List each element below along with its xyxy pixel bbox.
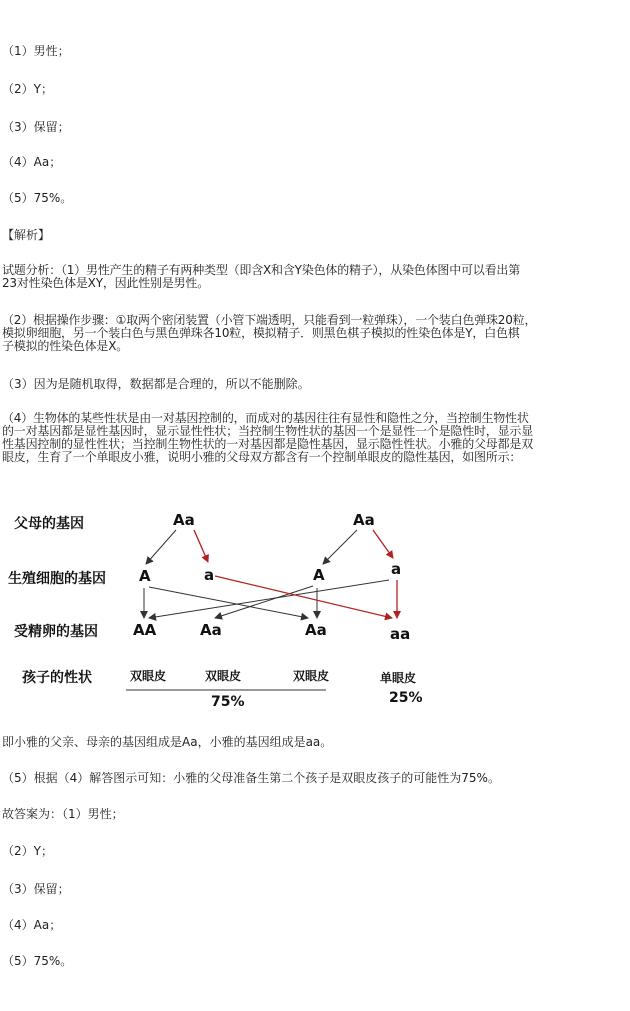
- final-answer: （2）Y；: [2, 844, 53, 858]
- paragraph-2-line: 模拟卵细胞，另一个装白色与黑色弹珠各10粒，模拟精子．则黑色棋子模拟的性染色体是Y，白色棋: [2, 326, 520, 340]
- zygote-gene: Aa: [305, 621, 327, 639]
- paragraph-4-conclusion: 即小雅的父亲、母亲的基因组成是Aa，小雅的基因组成是aa。: [2, 735, 333, 749]
- arrow: [146, 530, 176, 564]
- arrow-recessive: [194, 530, 208, 562]
- gamete-gene: a: [391, 560, 402, 578]
- trait-label: 双眼皮: [205, 669, 242, 683]
- paragraph-4-line: 的一对基因都是显性基因时，显示显性性状；当控制生物性状的基因一个是显性一个是隐性时，显示显: [2, 424, 534, 438]
- answer-4: （4）Aa；: [2, 155, 62, 169]
- percentage-single: 25%: [389, 690, 423, 706]
- paragraph-4-line: 眼皮，生育了一个单眼皮小雅，说明小雅的父母双方都含有一个控制单眼皮的隐性基因，如图所示：: [2, 450, 522, 464]
- arrow-recessive: [215, 576, 392, 618]
- paragraph-2-line: 子模拟的性染色体是X。: [2, 339, 129, 353]
- paragraph-1-line: 23对性染色体是XY，因此性别是男性。: [2, 276, 210, 290]
- zygote-gene: AA: [133, 621, 157, 639]
- arrow: [323, 530, 357, 564]
- row-label-gametes: 生殖细胞的基因: [8, 571, 106, 587]
- percentage-double: 75%: [211, 694, 245, 710]
- paragraph-5: （5）根据（4）解答图示可知：小雅的父母准备生第二个孩子是双眼皮孩子的可能性为75%。: [2, 771, 500, 785]
- gamete-gene: A: [139, 567, 151, 585]
- paragraph-4: [2, 412, 628, 464]
- parent-gene-mother: Aa: [353, 511, 375, 529]
- final-answer: （3）保留；: [2, 882, 70, 896]
- parent-gene-father: Aa: [173, 511, 195, 529]
- paragraph-1: [2, 264, 628, 290]
- paragraph-3: （3）因为是随机取得，数据都是合理的，所以不能删除。: [2, 377, 310, 391]
- answer-3: （3）保留；: [2, 120, 70, 134]
- final-answer: （5）75%。: [2, 954, 73, 968]
- zygote-gene: aa: [390, 625, 411, 643]
- arrow: [215, 586, 313, 618]
- final-answer-intro: 故答案为：（1）男性；: [2, 807, 124, 821]
- inheritance-diagram: [0, 496, 630, 716]
- arrow: [149, 580, 389, 618]
- zygote-gene: Aa: [200, 621, 222, 639]
- final-answer: （4）Aa；: [2, 918, 62, 932]
- row-label-zygotes: 受精卵的基因: [14, 624, 98, 640]
- paragraph-1-line: 试题分析：（1）男性产生的精子有两种类型（即含X和含Y染色体的精子），从染色体图中可以看出第: [2, 263, 520, 277]
- gamete-gene: a: [204, 566, 215, 584]
- trait-label: 双眼皮: [293, 669, 330, 683]
- paragraph-2-line: （2）根据操作步骤：①取两个密闭装置（小管下端透明，只能看到一粒弹珠），一个装白色弹珠20粒，: [2, 313, 537, 327]
- paragraph-4-line: （4）生物体的某些性状是由一对基因控制的，而成对的基因往往有显性和隐性之分，当控制生物性状: [2, 411, 529, 425]
- arrow-recessive: [373, 530, 393, 558]
- analysis-heading: 【解析】: [2, 228, 51, 242]
- trait-label: 双眼皮: [130, 669, 167, 683]
- paragraph-4-line: 性基因控制的显性性状；当控制生物性状的一对基因都是隐性基因，显示隐性性状。小雅的父母都是双: [2, 437, 534, 451]
- paragraph-2: [2, 314, 628, 353]
- row-label-parents: 父母的基因: [14, 516, 84, 532]
- answer-5: （5）75%。: [2, 191, 73, 205]
- gamete-gene: A: [313, 566, 325, 584]
- trait-label: 单眼皮: [380, 671, 417, 685]
- answer-2: （2）Y；: [2, 82, 53, 96]
- answer-1: （1）男性；: [2, 44, 70, 58]
- row-label-traits: 孩子的性状: [22, 670, 92, 686]
